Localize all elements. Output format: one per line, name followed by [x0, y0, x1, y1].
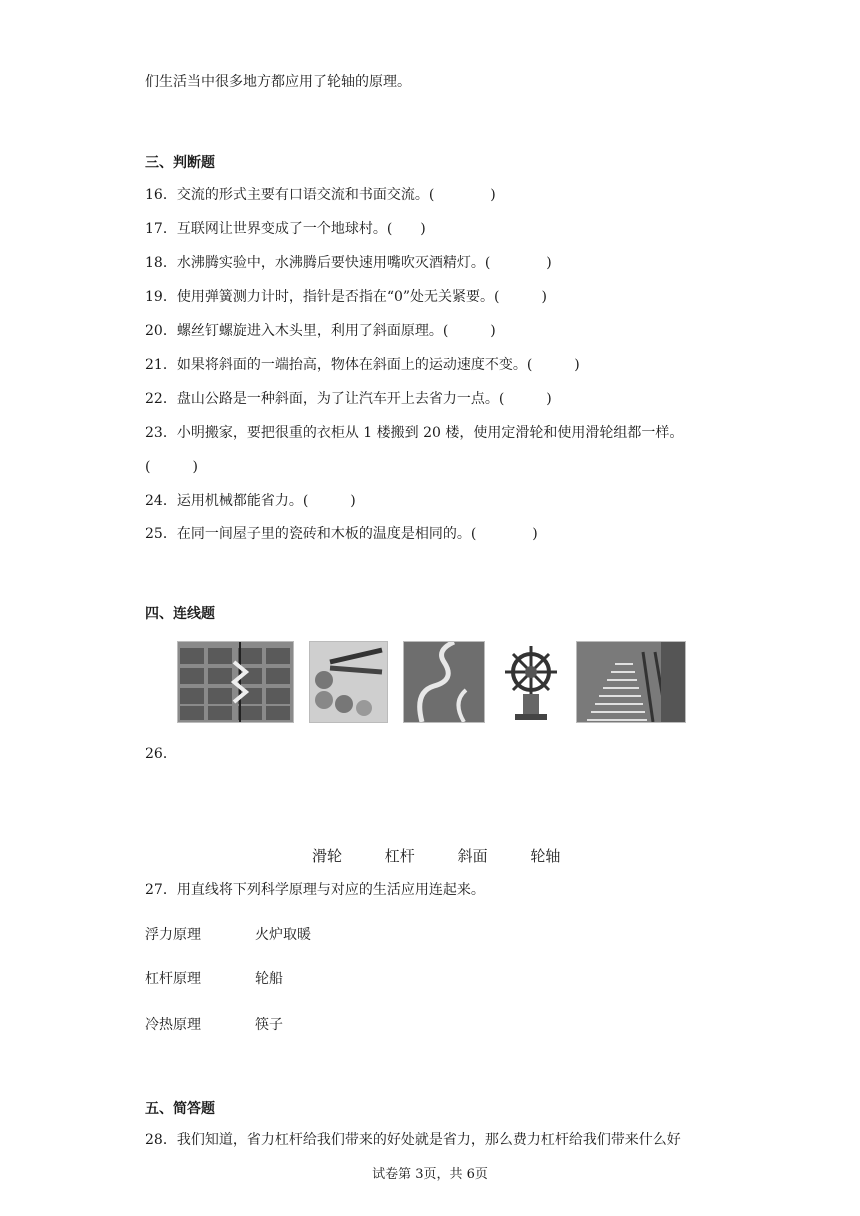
q26-number: 26．: [145, 746, 177, 762]
section-title-judge: 三、判断题: [145, 155, 215, 171]
label-wheel-axle: 轮轴: [530, 847, 561, 865]
q26-label-row: [312, 845, 598, 866]
judge-item-18: 18．水沸腾实验中，水沸腾后要快速用嘴吹灭酒精灯。( ): [145, 255, 552, 271]
q27-pair: [145, 924, 311, 944]
label-lever: 杠杆: [384, 847, 415, 865]
application-label: 火炉取暖: [255, 927, 311, 943]
section-title-match: 四、连线题: [145, 606, 215, 622]
judge-item-22: 22．盘山公路是一种斜面，为了让汽车开上去省力一点。( ): [145, 391, 552, 407]
label-pulley: 滑轮: [312, 847, 343, 865]
judge-item-23-blank: ( ): [145, 459, 198, 475]
q27-pair: [145, 968, 283, 988]
q28-text: 28．我们知道，省力杠杆给我们带来的好处就是省力，那么费力杠杆给我们带来什么好: [145, 1132, 681, 1148]
principle-label: 冷热原理: [145, 1017, 201, 1033]
principle-label: 浮力原理: [145, 927, 201, 943]
judge-item-23: 23．小明搬家，要把很重的衣柜从 1 楼搬到 20 楼，使用定滑轮和使用滑轮组都一样。: [145, 425, 684, 441]
photo-mountain-road-incline: [403, 641, 485, 723]
photo-flagpole-pulley: [177, 641, 294, 723]
application-label: 轮船: [255, 971, 283, 987]
judge-item-16: 16．交流的形式主要有口语交流和书面交流。( ): [145, 187, 496, 203]
section-title-short: 五、简答题: [145, 1101, 215, 1117]
intro-line: 们生活当中很多地方都应用了轮轴的原理。: [145, 74, 411, 90]
judge-item-21: 21．如果将斜面的一端抬高，物体在斜面上的运动速度不变。( ): [145, 357, 580, 373]
judge-item-19: 19．使用弹簧测力计时，指针是否指在“0”处无关紧要。( ): [145, 289, 547, 305]
photo-stairs-incline: [576, 641, 686, 723]
judge-item-20: 20．螺丝钉螺旋进入木头里，利用了斜面原理。( ): [145, 323, 496, 339]
photo-ship-wheel-axle: [500, 641, 562, 723]
q27-prompt: 27．用直线将下列科学原理与对应的生活应用连起来。: [145, 882, 485, 898]
application-label: 筷子: [255, 1017, 283, 1033]
judge-item-17: 17．互联网让世界变成了一个地球村。( ): [145, 221, 426, 237]
q27-pair: [145, 1014, 283, 1034]
page-footer: 试卷第 3页，共 6页: [372, 1167, 488, 1182]
principle-label: 杠杆原理: [145, 971, 201, 987]
photo-nutcracker-lever: [309, 641, 388, 723]
judge-item-24: 24．运用机械都能省力。( ): [145, 493, 356, 509]
judge-item-25: 25．在同一间屋子里的瓷砖和木板的温度是相同的。( ): [145, 526, 538, 542]
label-incline: 斜面: [457, 847, 488, 865]
